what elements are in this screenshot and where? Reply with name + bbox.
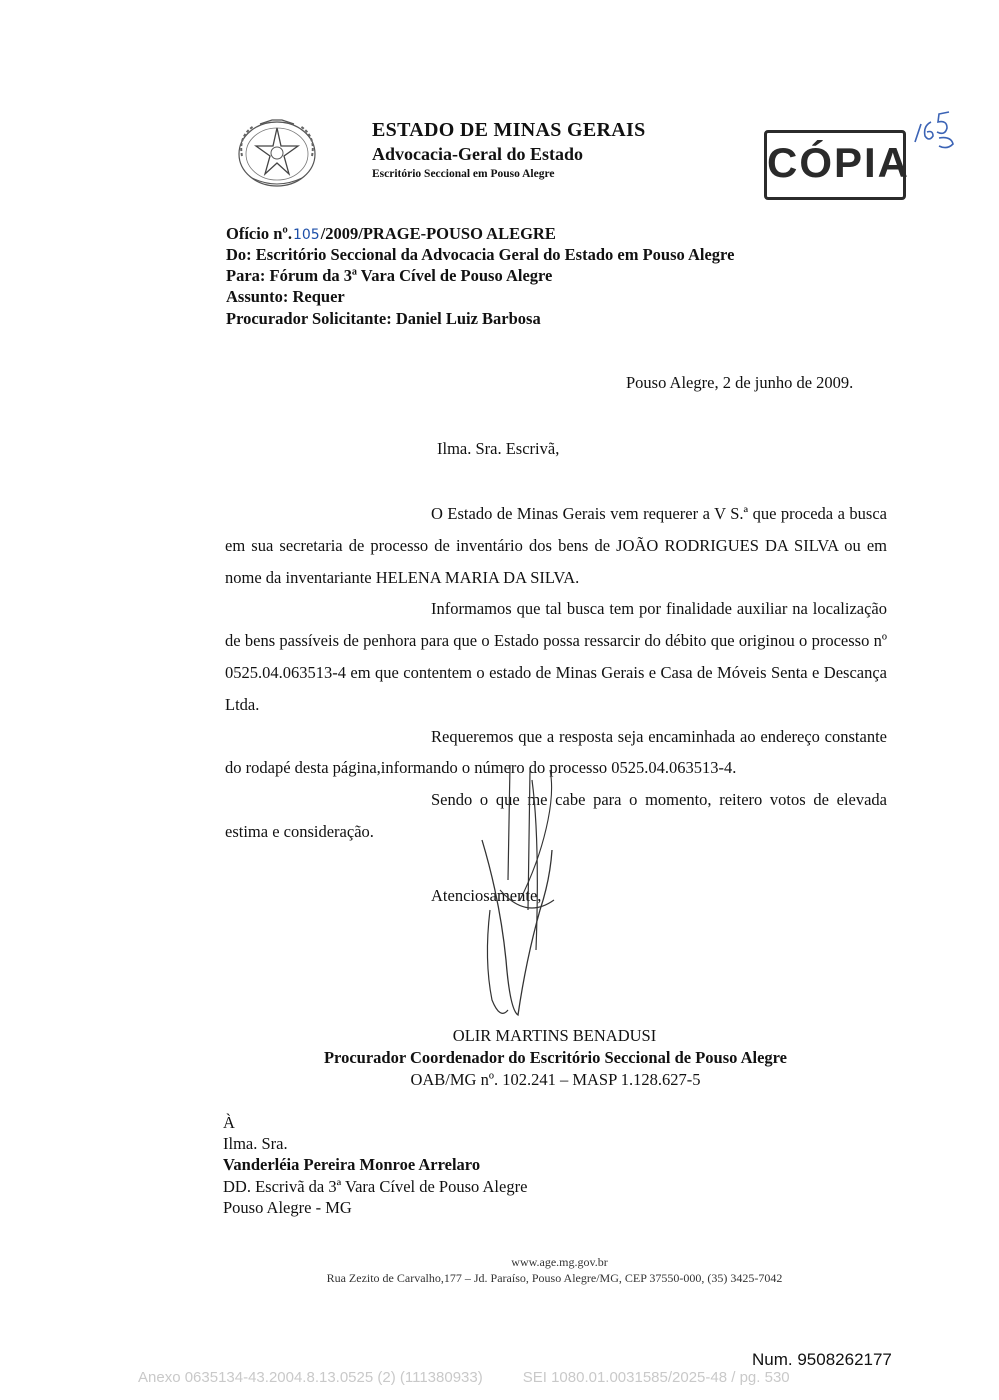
recipient-city: Pouso Alegre - MG bbox=[223, 1198, 352, 1217]
closing: Atenciosamente, bbox=[431, 886, 542, 905]
recipient-line-1: À bbox=[223, 1113, 235, 1132]
memo-to: Para: Fórum da 3ª Vara Cível de Pouso Alegre bbox=[226, 266, 553, 285]
signatory-name: OLIR MARTINS BENADUSI bbox=[452, 1026, 657, 1045]
handwritten-page-number-icon bbox=[905, 108, 965, 158]
header-office: Escritório Seccional em Pouso Alegre bbox=[372, 168, 555, 180]
recipient-name: Vanderléia Pereira Monroe Arrelaro bbox=[223, 1155, 481, 1174]
greeting: Ilma. Sra. Escrivã, bbox=[437, 439, 560, 458]
sei-page-reference: SEI 1080.01.0031585/2025-48 / pg. 530 bbox=[522, 1369, 790, 1386]
annex-reference: Anexo 0635134-43.2004.8.13.0525 (2) (111380933) bbox=[138, 1369, 483, 1386]
memo-subject: Assunto: Requer bbox=[226, 287, 345, 306]
oficio-line bbox=[226, 224, 556, 244]
footer-address: Rua Zezito de Carvalho,177 – Jd. Paraíso, Pouso Alegre/MG, CEP 37550-000, (35) 3425-7042 bbox=[326, 1271, 783, 1285]
sei-reference bbox=[138, 1369, 790, 1386]
paragraph-4: Sendo o que me cabe para o momento, reitero votos de elevada estima e consideração. bbox=[225, 790, 887, 841]
footer-url: www.age.mg.gov.br bbox=[511, 1255, 608, 1269]
oficio-prefix: Ofício nº. bbox=[226, 224, 292, 243]
paragraph-2: Informamos que tal busca tem por finalidade auxiliar na localização de bens passíveis de penhora para que o Estado possa ressarcir do débito que originou o processo nº 0525.04.063513-4 em que contentem o estado de Minas Gerais e Casa de Móveis Senta e Descança Ltda. bbox=[225, 599, 887, 714]
signatory-role: Procurador Coordenador do Escritório Seccional de Pouso Alegre bbox=[323, 1048, 788, 1067]
memo-from: Do: Escritório Seccional da Advocacia Geral do Estado em Pouso Alegre bbox=[226, 245, 735, 264]
header-title: ESTADO DE MINAS GERAIS bbox=[372, 119, 646, 141]
document-number: Num. 9508262177 bbox=[752, 1350, 892, 1369]
header-subtitle: Advocacia-Geral do Estado bbox=[372, 144, 583, 164]
memo-requester: Procurador Solicitante: Daniel Luiz Barbosa bbox=[226, 309, 541, 328]
oficio-suffix: /2009/PRAGE-POUSO ALEGRE bbox=[320, 224, 556, 243]
state-seal-logo bbox=[232, 116, 322, 192]
recipient-line-2: Ilma. Sra. bbox=[223, 1134, 288, 1153]
copy-stamp bbox=[764, 130, 911, 200]
date-line: Pouso Alegre, 2 de junho de 2009. bbox=[626, 373, 854, 392]
paragraph-1: O Estado de Minas Gerais vem requerer a V S.ª que proceda a busca em sua secretaria de processo de inventário dos bens de JOÃO RODRIGUES DA SILVA ou em nome da inventariante HELENA MARIA DA SILVA. bbox=[225, 504, 887, 587]
recipient-role: DD. Escrivã da 3ª Vara Cível de Pouso Alegre bbox=[223, 1177, 528, 1196]
signatory-ids: OAB/MG nº. 102.241 – MASP 1.128.627-5 bbox=[410, 1070, 701, 1089]
paragraph-3: Requeremos que a resposta seja encaminhada ao endereço constante do rodapé desta página,informando o número do processo 0525.04.063513-4. bbox=[225, 726, 887, 778]
handwritten-signature-icon bbox=[470, 760, 590, 1030]
oficio-number: 105 bbox=[292, 227, 320, 243]
copy-stamp-label: CÓPIA bbox=[767, 139, 911, 186]
